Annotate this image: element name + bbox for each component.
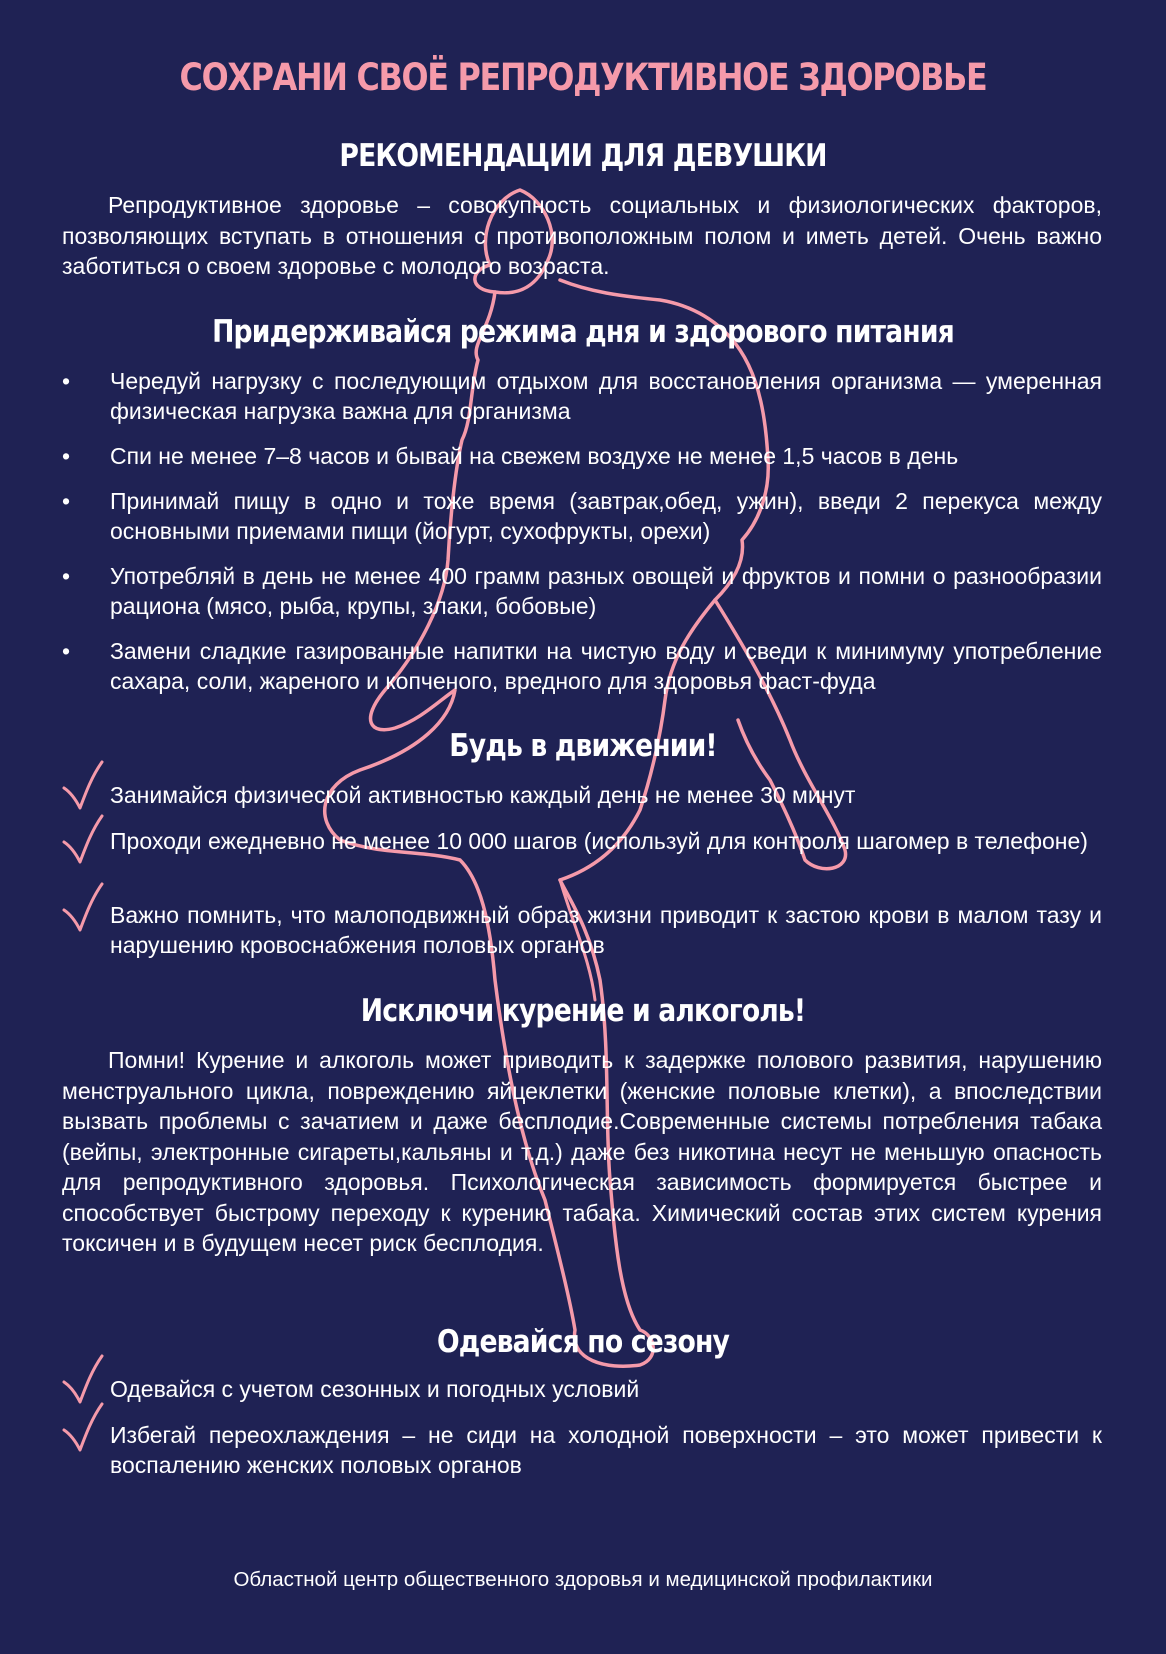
bullet-icon: • — [62, 638, 71, 664]
checkmark-icon — [60, 758, 104, 812]
list-item: Спи не менее 7–8 часов и бывай на свежем воздухе не менее 1,5 часов в день — [110, 443, 959, 469]
section-heading-nutrition: Придерживайся режима дня и здорового питания — [212, 314, 954, 350]
page-subtitle: РЕКОМЕНДАЦИИ ДЛЯ ДЕВУШКИ — [339, 138, 827, 174]
list-item: Избегай переохлаждения – не сиди на холодной поверхности – это может привести к воспалению женских половых органов — [110, 1422, 1102, 1478]
list-item: Проходи ежедневно не менее 10 000 шагов (используй для контроля шагомер в телефоне) — [110, 828, 1088, 854]
section-heading-clothing: Одевайся по сезону — [436, 1324, 730, 1360]
list-item: Принимай пищу в одно и тоже время (завтрак,обед, ужин), введи 2 перекуса между основными приемами пищи (йогурт, сухофрукты, орехи) — [110, 488, 1102, 544]
intro-paragraph: Репродуктивное здоровье – совокупность социальных и физиологических факторов, позволяющих вступать в отношения с противоположным полом и иметь детей. Очень важно заботиться о своем здоровье с молодого возраста. — [62, 192, 1102, 279]
footer-organization: Областной центр общественного здоровья и медицинской профилактики — [233, 1568, 933, 1591]
checkmark-icon — [60, 880, 104, 934]
checkmark-icon — [60, 1400, 104, 1454]
checkmark-icon — [60, 812, 104, 866]
list-item: Важно помнить, что малоподвижный образ жизни приводит к застою крови в малом тазу и нарушению кровоснабжения половых органов — [110, 902, 1102, 958]
section-heading-smoking: Исключи курение и алкоголь! — [360, 993, 806, 1029]
bullet-icon: • — [62, 488, 71, 514]
list-item: Занимайся физической активностью каждый день не менее 30 минут — [110, 782, 856, 808]
bullet-icon: • — [62, 443, 71, 469]
smoking-paragraph: Помни! Курение и алкоголь может приводить к задержке полового развития, нарушению менструального цикла, повреждению яйцеклетки (женские половые клетки), а впоследствии вызвать проблемы с зачатием и даже бесплодие.Современные системы потребления табака (вейпы, электронные сигареты,кальяны и т.д.) даже без никотина несут не меньшую опасность для репродуктивного здоровья. Психологическая зависимость формируется быстрее и способствует быстрому переходу к курению табака. Химический состав этих систем курения токсичен и в будущем несет риск бесплодия. — [62, 1047, 1102, 1256]
list-item: Употребляй в день не менее 400 грамм разных овощей и фруктов и помни о разнообразии рациона (мясо, рыба, крупы, злаки, бобовые) — [110, 563, 1102, 619]
list-item: Чередуй нагрузку с последующим отдыхом для восстановления организма — умеренная физическая нагрузка важна для организма — [110, 368, 1102, 424]
bullet-icon: • — [62, 368, 71, 394]
list-item: Замени сладкие газированные напитки на чистую воду и сведи к минимуму употребление сахара, соли, жареного и копченого, вредного для здоровья фаст-фуда — [110, 638, 1102, 694]
checkmark-icon — [60, 1352, 104, 1406]
bullet-icon: • — [62, 563, 71, 589]
page-title: СОХРАНИ СВОЁ РЕПРОДУКТИВНОЕ ЗДОРОВЬЕ — [179, 56, 987, 99]
section-heading-movement: Будь в движении! — [449, 728, 717, 764]
list-item: Одевайся с учетом сезонных и погодных условий — [110, 1376, 640, 1402]
